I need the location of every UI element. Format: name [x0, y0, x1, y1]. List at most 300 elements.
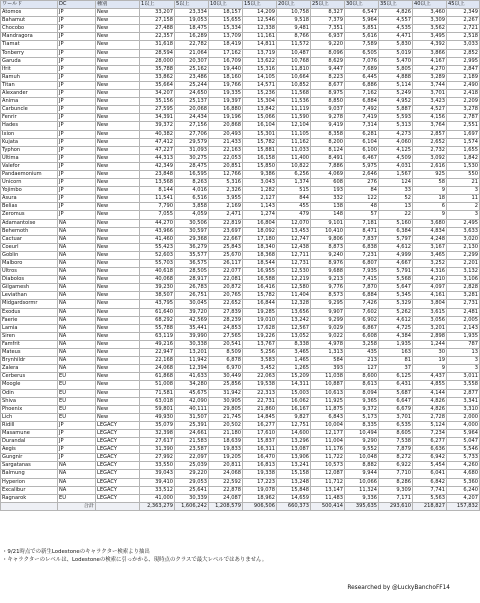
count-cell: 28,917	[175, 276, 209, 284]
dc-cell: NA	[58, 251, 96, 259]
count-cell: 8,975	[311, 90, 345, 98]
dc-cell: NA	[58, 470, 96, 478]
world-name-cell: Malboro	[1, 260, 58, 268]
count-cell: 1,935	[447, 332, 480, 340]
count-cell: 4,270	[413, 65, 447, 73]
count-cell: 39,372	[140, 122, 175, 130]
total-cell: 157,832	[447, 502, 480, 510]
column-header: 1以上	[140, 1, 175, 9]
world-name-cell: Moogle	[1, 381, 58, 389]
count-cell: 2,201	[447, 260, 480, 268]
type-cell: New	[96, 276, 140, 284]
dc-cell: JP	[58, 73, 96, 81]
count-cell: 8,629	[311, 57, 345, 65]
count-cell: 10,613	[311, 389, 345, 397]
count-cell: 3,495	[413, 33, 447, 41]
count-cell: 13,296	[277, 438, 311, 446]
count-cell: 25,244	[175, 81, 209, 89]
count-cell: 11,161	[243, 33, 277, 41]
count-cell: 31,093	[175, 146, 209, 154]
count-cell: 5,249	[379, 90, 413, 98]
count-cell: 2,857	[413, 130, 447, 138]
world-name-cell: Valefor	[1, 162, 58, 170]
type-cell: LEGACY	[96, 462, 140, 470]
count-cell: 4,059	[175, 211, 209, 219]
count-cell: 9,518	[277, 17, 311, 25]
world-name-cell: Mandragora	[1, 33, 58, 41]
count-cell: 7,589	[345, 41, 379, 49]
type-cell: New	[96, 284, 140, 292]
world-name-cell: Typhon	[1, 146, 58, 154]
count-cell: 8,200	[311, 138, 345, 146]
count-cell: 9,220	[311, 41, 345, 49]
count-cell: 16,311	[243, 446, 277, 454]
count-cell: 14,105	[243, 73, 277, 81]
count-cell: 6,970	[209, 365, 243, 373]
count-cell: 3	[447, 365, 480, 373]
count-cell: 4,097	[413, 284, 447, 292]
world-name-cell: Tonberry	[1, 49, 58, 57]
count-cell: 8,327	[311, 9, 345, 17]
dc-cell: JP	[58, 9, 96, 17]
count-cell: 1,530	[447, 162, 480, 170]
count-cell: 30,338	[175, 340, 209, 348]
type-cell: New	[96, 365, 140, 373]
count-cell: 30	[413, 349, 447, 357]
count-cell: 35,664	[140, 81, 175, 89]
count-cell: 5,114	[379, 81, 413, 89]
type-cell: New	[96, 33, 140, 41]
count-cell: 163	[379, 349, 413, 357]
dc-cell: NA	[58, 340, 96, 348]
type-cell: New	[96, 219, 140, 227]
count-cell: 3,309	[413, 17, 447, 25]
footnote: ・キャラクターのレベルは、Lodestoneの検索に引っかかる、現時点のクラスで最大レベルではありません。	[2, 557, 268, 563]
count-cell: 13,656	[277, 308, 311, 316]
dc-cell: JP	[58, 25, 96, 33]
table-row	[1, 130, 480, 138]
count-cell: 11,404	[277, 292, 311, 300]
count-cell: 28,239	[209, 316, 243, 324]
count-cell: 8,223	[311, 73, 345, 81]
table-row	[1, 340, 480, 348]
count-cell: 33,512	[140, 486, 175, 494]
count-cell: 38,507	[140, 292, 175, 300]
count-cell: 61,868	[140, 373, 175, 381]
dc-cell: JP	[58, 57, 96, 65]
count-cell: 16,470	[243, 454, 277, 462]
type-cell: New	[96, 170, 140, 178]
dc-cell: JP	[58, 154, 96, 162]
count-cell: 5,616	[345, 33, 379, 41]
count-cell: 13,242	[277, 316, 311, 324]
count-cell: 34,280	[175, 381, 209, 389]
count-cell: 19,053	[175, 17, 209, 25]
count-cell: 8,263	[175, 179, 209, 187]
type-cell: New	[96, 179, 140, 187]
count-cell: 6,431	[379, 381, 413, 389]
count-cell: 30,597	[175, 227, 209, 235]
count-cell: 19,226	[243, 332, 277, 340]
count-cell: 2,299	[447, 251, 480, 259]
world-name-cell: Excalibur	[1, 486, 58, 494]
count-cell: 3,764	[413, 122, 447, 130]
count-cell: 57	[345, 211, 379, 219]
world-name-cell: Ultima	[1, 154, 58, 162]
count-cell: 12,766	[209, 170, 243, 178]
count-cell: 9	[413, 365, 447, 373]
count-cell: 13,622	[243, 57, 277, 65]
count-cell: 2,877	[447, 389, 480, 397]
count-cell: 21	[447, 179, 480, 187]
count-cell: 4,384	[379, 332, 413, 340]
world-name-cell: Shiva	[1, 397, 58, 405]
count-cell: 1,244	[413, 340, 447, 348]
table-row	[1, 154, 480, 162]
count-cell: 3,460	[413, 9, 447, 17]
type-cell: New	[96, 162, 140, 170]
count-cell: 9,552	[345, 446, 379, 454]
table-row	[1, 9, 480, 17]
count-cell: 2,481	[447, 308, 480, 316]
count-cell: 16,955	[243, 268, 277, 276]
count-cell: 49,930	[140, 413, 175, 421]
dc-cell: JP	[58, 203, 96, 211]
count-cell: 8,491	[311, 154, 345, 162]
count-cell: 63,018	[140, 397, 175, 405]
count-cell: 2,847	[447, 65, 480, 73]
dc-cell: NA	[58, 365, 96, 373]
count-cell: 20,541	[209, 340, 243, 348]
count-cell: 8,882	[345, 462, 379, 470]
count-cell: 3,680	[413, 219, 447, 227]
count-cell: 17,610	[243, 429, 277, 437]
count-cell: 6,104	[345, 138, 379, 146]
blank-cell	[96, 502, 140, 510]
count-cell: 15,837	[243, 438, 277, 446]
table-row	[1, 251, 480, 259]
count-cell: 1,697	[447, 130, 480, 138]
count-cell: 16,277	[243, 421, 277, 429]
count-cell: 925	[413, 170, 447, 178]
count-cell: 20,872	[209, 284, 243, 292]
count-cell: 3,278	[447, 106, 480, 114]
type-cell: New	[96, 57, 140, 65]
count-cell: 7,886	[311, 162, 345, 170]
count-cell: 6,884	[345, 98, 379, 106]
dc-cell: EU	[58, 389, 96, 397]
world-name-cell: Aegis	[1, 446, 58, 454]
world-name-cell: Famfrit	[1, 340, 58, 348]
dc-cell: EU	[58, 494, 96, 502]
count-cell: 36,575	[175, 260, 209, 268]
count-cell: 2,143	[447, 324, 480, 332]
count-cell: 4,392	[413, 41, 447, 49]
count-cell: 16,289	[175, 33, 209, 41]
count-cell: 8,124	[311, 146, 345, 154]
count-cell: 11,105	[277, 130, 311, 138]
count-cell: 4,535	[379, 25, 413, 33]
table-row	[1, 57, 480, 65]
dc-cell: JP	[58, 211, 96, 219]
count-cell: 10,573	[311, 462, 345, 470]
total-cell: 500,414	[311, 502, 345, 510]
column-header: DC	[58, 1, 96, 9]
count-cell: 5,805	[379, 65, 413, 73]
count-cell: 12,530	[277, 268, 311, 276]
table-row	[1, 308, 480, 316]
count-cell: 24,434	[175, 114, 209, 122]
count-cell: 3	[447, 211, 480, 219]
type-cell: New	[96, 122, 140, 130]
count-cell: 5,830	[379, 41, 413, 49]
count-cell: 9,907	[311, 308, 345, 316]
count-cell: 6,886	[345, 81, 379, 89]
dc-cell: JP	[58, 41, 96, 49]
count-cell: 6,516	[175, 195, 209, 203]
table-row	[1, 478, 480, 486]
count-cell: 6,608	[345, 332, 379, 340]
count-cell: 6,937	[311, 33, 345, 41]
count-cell: 8,144	[140, 187, 175, 195]
count-cell: 23,486	[175, 73, 209, 81]
count-cell: 9,336	[345, 494, 379, 502]
type-cell: New	[96, 195, 140, 203]
table-row	[1, 73, 480, 81]
world-name-cell: Fenrir	[1, 114, 58, 122]
count-cell: 3,167	[413, 243, 447, 251]
footnote: ・9/21時点での新生Lodestoneのキャラクター検索より抽出	[2, 549, 150, 555]
count-cell: 63,119	[140, 332, 175, 340]
dc-cell: JP	[58, 138, 96, 146]
world-name-cell: Ifrit	[1, 65, 58, 73]
count-cell: 608	[311, 179, 345, 187]
world-name-cell: Chocobo	[1, 25, 58, 33]
type-cell: New	[96, 41, 140, 49]
count-cell: 12,087	[311, 470, 345, 478]
count-cell: 4,316	[413, 268, 447, 276]
count-cell: 1,313	[311, 349, 345, 357]
count-cell: 19	[413, 357, 447, 365]
count-cell: 4,161	[413, 292, 447, 300]
count-cell: 4,471	[379, 33, 413, 41]
count-cell: 21,064	[175, 49, 209, 57]
count-cell: 9,299	[311, 316, 345, 324]
world-name-cell: Garuda	[1, 57, 58, 65]
table-row	[1, 421, 480, 429]
dc-cell: JP	[58, 122, 96, 130]
count-cell: 10,758	[277, 9, 311, 17]
count-cell: 21,860	[243, 405, 277, 413]
count-cell: 7,231	[345, 251, 379, 259]
dc-cell: JP	[58, 170, 96, 178]
count-cell: 11,004	[311, 438, 345, 446]
count-cell: 4,826	[379, 9, 413, 17]
column-header: 40以上	[413, 1, 447, 9]
count-cell: 11,038	[311, 373, 345, 381]
count-cell: 25,856	[209, 381, 243, 389]
count-cell: 4,888	[379, 73, 413, 81]
count-cell: 6,838	[345, 243, 379, 251]
count-cell: 15,301	[243, 130, 277, 138]
type-cell: New	[96, 316, 140, 324]
count-cell: 3,423	[413, 98, 447, 106]
count-cell: 11,722	[311, 454, 345, 462]
count-cell: 9,776	[311, 284, 345, 292]
count-cell: 33,862	[140, 73, 175, 81]
column-header: 25以上	[311, 1, 345, 9]
count-cell: 30,905	[209, 397, 243, 405]
dc-cell: NA	[58, 357, 96, 365]
table-row	[1, 227, 480, 235]
type-cell: New	[96, 98, 140, 106]
count-cell: 13	[447, 349, 480, 357]
count-cell: 31,390	[140, 446, 175, 454]
world-name-cell: Ridill	[1, 421, 58, 429]
count-cell: 24,068	[140, 365, 175, 373]
count-cell: 68,292	[140, 316, 175, 324]
count-cell: 8,873	[311, 243, 345, 251]
count-cell: 41,633	[175, 373, 209, 381]
world-name-cell: Siren	[1, 332, 58, 340]
type-cell: New	[96, 81, 140, 89]
count-cell: 31,618	[140, 41, 175, 49]
count-cell: 28,000	[140, 57, 175, 65]
count-cell: 9,290	[345, 438, 379, 446]
count-cell: 7,837	[345, 235, 379, 243]
count-cell: 19,440	[209, 65, 243, 73]
count-cell: 17,162	[209, 49, 243, 57]
count-cell: 43,795	[140, 300, 175, 308]
count-cell: 16,844	[243, 300, 277, 308]
count-cell: 26,783	[175, 284, 209, 292]
count-cell: 127	[345, 365, 379, 373]
dc-cell: NA	[58, 227, 96, 235]
count-cell: 12,438	[277, 243, 311, 251]
type-cell: New	[96, 243, 140, 251]
world-name-cell: Leviathan	[1, 292, 58, 300]
count-cell: 16,062	[277, 397, 311, 405]
type-cell: New	[96, 114, 140, 122]
count-cell: 4,826	[413, 405, 447, 413]
table-row	[1, 81, 480, 89]
count-cell: 479	[277, 211, 311, 219]
dc-cell: EU	[58, 405, 96, 413]
world-name-cell: Exodus	[1, 308, 58, 316]
count-cell: 1,567	[379, 170, 413, 178]
table-row	[1, 90, 480, 98]
world-name-cell: Lich	[1, 413, 58, 421]
type-cell: LEGACY	[96, 494, 140, 502]
count-cell: 13,568	[140, 179, 175, 187]
type-cell: New	[96, 138, 140, 146]
count-cell: 3,289	[413, 73, 447, 81]
count-cell: 24,853	[209, 324, 243, 332]
footnotes	[2, 548, 472, 564]
count-cell: 5,975	[345, 162, 379, 170]
count-cell: 5,262	[379, 308, 413, 316]
count-cell: 4,000	[447, 421, 480, 429]
count-cell: 29,805	[209, 405, 243, 413]
world-name-cell: Tiamat	[1, 41, 58, 49]
count-cell: 9,944	[345, 470, 379, 478]
count-cell: 35,577	[175, 251, 209, 259]
count-cell: 7,162	[345, 90, 379, 98]
world-name-cell: Ixion	[1, 130, 58, 138]
count-cell: 9,278	[311, 114, 345, 122]
table-body	[1, 9, 480, 511]
total-cell: 906,506	[243, 502, 277, 510]
count-cell: 4,509	[379, 154, 413, 162]
count-cell: 1,935	[379, 340, 413, 348]
count-cell: 2,495	[447, 219, 480, 227]
count-cell: 8,976	[311, 260, 345, 268]
count-cell: 9,022	[311, 332, 345, 340]
count-cell: 3,106	[447, 276, 480, 284]
count-cell: 6,100	[345, 146, 379, 154]
world-name-cell: Adamantoise	[1, 219, 58, 227]
count-cell: 2,852	[447, 49, 480, 57]
count-cell: 3,583	[243, 357, 277, 365]
count-cell: 9,806	[311, 235, 345, 243]
count-cell: 8,358	[311, 130, 345, 138]
table-row	[1, 365, 480, 373]
count-cell: 7,415	[345, 276, 379, 284]
count-cell: 15,782	[243, 292, 277, 300]
count-cell: 455	[277, 203, 311, 211]
table-row	[1, 494, 480, 502]
count-cell: 28,475	[175, 162, 209, 170]
count-cell: 5,256	[243, 349, 277, 357]
count-cell: 8,471	[345, 227, 379, 235]
type-cell: New	[96, 349, 140, 357]
type-cell: New	[96, 340, 140, 348]
count-cell: 34,391	[140, 114, 175, 122]
count-cell: 12,338	[243, 25, 277, 33]
count-cell: 12,711	[277, 251, 311, 259]
count-cell: 48	[345, 203, 379, 211]
table-row	[1, 243, 480, 251]
table-row	[1, 106, 480, 114]
type-cell: LEGACY	[96, 478, 140, 486]
count-cell: 10,410	[311, 227, 345, 235]
count-cell: 393	[311, 365, 345, 373]
count-cell: 14,845	[243, 413, 277, 421]
count-cell: 22,947	[140, 349, 175, 357]
count-cell: 11	[447, 195, 480, 203]
count-cell: 13,842	[243, 106, 277, 114]
world-name-cell: Ragnarok	[1, 494, 58, 502]
count-cell: 7,870	[345, 284, 379, 292]
count-cell: 6,384	[379, 227, 413, 235]
count-cell: 4,069	[311, 170, 345, 178]
count-cell: 2,721	[447, 25, 480, 33]
world-name-cell: Yojimbo	[1, 187, 58, 195]
count-cell: 8,573	[311, 292, 345, 300]
count-cell: 4,248	[413, 235, 447, 243]
count-cell: 61,640	[140, 308, 175, 316]
count-cell: 22,652	[209, 300, 243, 308]
count-cell: 3	[447, 357, 480, 365]
count-cell: 3,033	[447, 41, 480, 49]
count-cell: 7,379	[311, 17, 345, 25]
type-cell: LEGACY	[96, 429, 140, 437]
world-name-cell: Bahamut	[1, 17, 58, 25]
count-cell: 7,602	[345, 308, 379, 316]
table-row	[1, 146, 480, 154]
dc-cell: EU	[58, 373, 96, 381]
count-cell: 584	[311, 357, 345, 365]
